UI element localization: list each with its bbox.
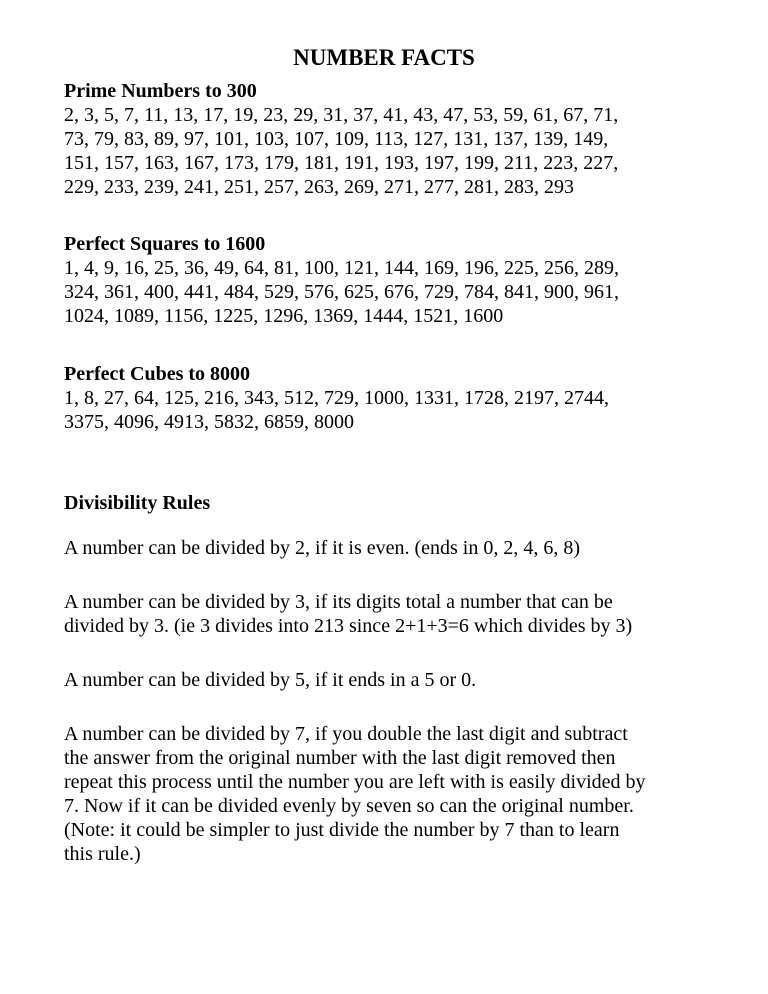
rule-divide-by-2	[64, 536, 754, 560]
squares-line: 324, 361, 400, 441, 484, 529, 576, 625, 676, 729, 784, 841, 900, 961,	[64, 281, 619, 303]
rule-divide-by-7	[64, 722, 754, 866]
primes-line: 151, 157, 163, 167, 173, 179, 181, 191, 193, 197, 199, 211, 223, 227,	[64, 152, 619, 174]
squares-line: 1024, 1089, 1156, 1225, 1296, 1369, 1444, 1521, 1600	[64, 305, 504, 327]
rule-divide-by-3	[64, 590, 754, 638]
squares-section	[64, 232, 754, 328]
primes-line: 73, 79, 83, 89, 97, 101, 103, 107, 109, 113, 127, 131, 137, 139, 149,	[64, 128, 609, 150]
rule-line: the answer from the original number with the last digit removed then	[64, 747, 616, 769]
primes-section	[64, 79, 754, 199]
primes-line: 229, 233, 239, 241, 251, 257, 263, 269, 271, 277, 281, 283, 293	[64, 176, 574, 198]
squares-list	[64, 256, 754, 328]
primes-heading: Prime Numbers to 300	[64, 80, 257, 102]
divisibility-section	[64, 491, 754, 515]
cubes-list	[64, 386, 754, 434]
divisibility-heading: Divisibility Rules	[64, 492, 211, 514]
cubes-heading: Perfect Cubes to 8000	[64, 363, 251, 385]
rule-line: A number can be divided by 5, if it ends in a 5 or 0.	[64, 669, 477, 691]
rule-line: repeat this process until the number you are left with is easily divided by	[64, 771, 646, 793]
rule-divide-by-5	[64, 668, 754, 692]
rule-line: (Note: it could be simpler to just divide the number by 7 than to learn	[64, 819, 620, 841]
cubes-line: 3375, 4096, 4913, 5832, 6859, 8000	[64, 411, 354, 433]
squares-line: 1, 4, 9, 16, 25, 36, 49, 64, 81, 100, 121, 144, 169, 196, 225, 256, 289,	[64, 257, 619, 279]
rule-line: A number can be divided by 7, if you double the last digit and subtract	[64, 723, 628, 745]
rule-line: 7. Now if it can be divided evenly by seven so can the original number.	[64, 795, 634, 817]
rule-line: this rule.)	[64, 843, 141, 865]
page-title: NUMBER FACTS	[293, 45, 475, 70]
primes-line: 2, 3, 5, 7, 11, 13, 17, 19, 23, 29, 31, 37, 41, 43, 47, 53, 59, 61, 67, 71,	[64, 104, 619, 126]
rule-line: A number can be divided by 3, if its digits total a number that can be	[64, 591, 613, 613]
cubes-section	[64, 362, 754, 434]
rule-line: A number can be divided by 2, if it is even. (ends in 0, 2, 4, 6, 8)	[64, 537, 581, 559]
primes-list	[64, 103, 754, 199]
cubes-line: 1, 8, 27, 64, 125, 216, 343, 512, 729, 1000, 1331, 1728, 2197, 2744,	[64, 387, 609, 409]
squares-heading: Perfect Squares to 1600	[64, 233, 266, 255]
rule-line: divided by 3. (ie 3 divides into 213 since 2+1+3=6 which divides by 3)	[64, 615, 633, 637]
